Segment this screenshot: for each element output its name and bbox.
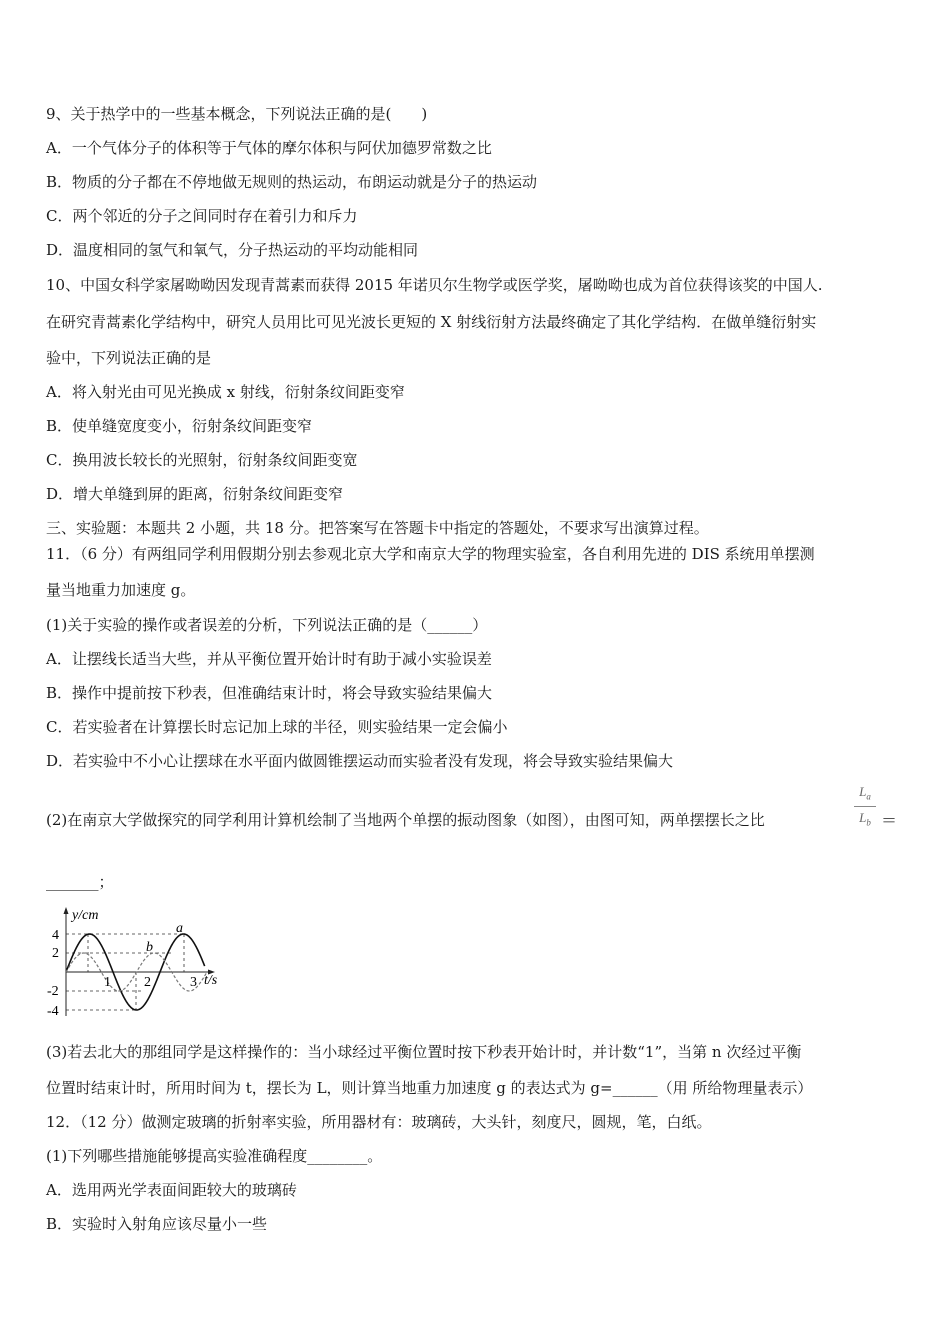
fraction-denominator: $L_b$ bbox=[859, 810, 871, 828]
q12-option-b: B．实验时入射角应该尽量小一些 bbox=[46, 1215, 268, 1233]
q11-part2: (2)在南京大学做探究的同学利用计算机绘制了当地两个单摆的振动图象（如图），由图可知，两单摆摆长之比 bbox=[46, 811, 765, 829]
x-tick-2: 2 bbox=[144, 975, 151, 990]
oscillation-graph bbox=[44, 904, 234, 1020]
y-tick-neg4: -4 bbox=[47, 1004, 59, 1019]
fraction-bar bbox=[854, 806, 876, 807]
q11-option-b: B．操作中提前按下秒表，但准确结束计时，将会导致实验结果偏大 bbox=[46, 684, 493, 702]
q11-stem-line1: 11．（6 分）有两组同学利用假期分别去参观北京大学和南京大学的物理实验室，各自利用先进的 DIS 系统用单摆测 bbox=[46, 545, 815, 563]
q9-option-a: A．一个气体分子的体积等于气体的摩尔体积与阿伏加德罗常数之比 bbox=[46, 139, 492, 157]
length-ratio-fraction bbox=[852, 784, 878, 836]
q9-option-b: B．物质的分子都在不停地做无规则的热运动，布朗运动就是分子的热运动 bbox=[46, 173, 538, 191]
section-heading: 三、实验题：本题共 2 小题，共 18 分。把答案写在答题卡中指定的答题处，不要求写出演算过程。 bbox=[46, 519, 709, 537]
answer-blank: _______； bbox=[46, 873, 114, 891]
curve-b-label: b bbox=[146, 940, 153, 955]
equals-sign: ＝ bbox=[881, 811, 898, 830]
q9-option-c: C．两个邻近的分子之间同时存在着引力和斥力 bbox=[46, 207, 358, 225]
q11-part3-line1: (3)若去北大的那组同学是这样操作的：当小球经过平衡位置时按下秒表开始计时，并计数“1”，当第 n 次经过平衡 bbox=[46, 1043, 802, 1061]
q10-option-b: B．使单缝宽度变小，衍射条纹间距变窄 bbox=[46, 417, 313, 435]
q9-option-d: D．温度相同的氢气和氧气，分子热运动的平均动能相同 bbox=[46, 241, 419, 259]
y-tick-neg2: -2 bbox=[47, 984, 59, 999]
q12-option-a: A．选用两光学表面间距较大的玻璃砖 bbox=[46, 1181, 297, 1199]
q12-part1: (1)下列哪些措施能够提高实验准确程度________。 bbox=[46, 1147, 383, 1165]
y-tick-4: 4 bbox=[52, 928, 59, 943]
q11-part1: (1)关于实验的操作或者误差的分析，下列说法正确的是（______） bbox=[46, 616, 488, 634]
q10-stem-line1: 10、中国女科学家屠呦呦因发现青蒿素而获得 2015 年诺贝尔生物学或医学奖，屠呦呦也成为首位获得该奖的中国人. bbox=[46, 276, 823, 294]
q11-option-d: D．若实验中不小心让摆球在水平面内做圆锥摆运动而实验者没有发现，将会导致实验结果偏大 bbox=[46, 752, 674, 770]
y-tick-2: 2 bbox=[52, 946, 59, 961]
x-tick-1: 1 bbox=[104, 975, 111, 990]
q12-stem: 12．（12 分）做测定玻璃的折射率实验，所用器材有：玻璃砖，大头针，刻度尺，圆规，笔，白纸。 bbox=[46, 1113, 712, 1131]
q10-option-d: D．增大单缝到屏的距离，衍射条纹间距变窄 bbox=[46, 485, 344, 503]
q10-option-c: C．换用波长较长的光照射，衍射条纹间距变宽 bbox=[46, 451, 358, 469]
x-tick-3: 3 bbox=[190, 975, 197, 990]
q11-part3-line2: 位置时结束计时，所用时间为 t，摆长为 L，则计算当地重力加速度 g 的表达式为 g=______（用 所给物理量表示） bbox=[46, 1079, 813, 1097]
fraction-numerator: $L_a$ bbox=[859, 784, 871, 802]
q11-stem-line2: 量当地重力加速度 g。 bbox=[46, 581, 196, 599]
y-axis-label: y/cm bbox=[72, 908, 99, 923]
q10-option-a: A．将入射光由可见光换成 x 射线，衍射条纹间距变窄 bbox=[46, 383, 405, 401]
q10-stem-line2: 在研究青蒿素化学结构中，研究人员用比可见光波长更短的 X 射线衍射方法最终确定了其化学结构．在做单缝衍射实 bbox=[46, 313, 817, 331]
q10-stem-line3: 验中，下列说法正确的是 bbox=[46, 349, 212, 367]
q11-option-a: A．让摆线长适当大些，并从平衡位置开始计时有助于减小实验误差 bbox=[46, 650, 492, 668]
y-axis-arrow bbox=[64, 907, 69, 914]
q9-stem: 9、关于热学中的一些基本概念，下列说法正确的是( ) bbox=[46, 105, 428, 123]
x-axis-label: t/s bbox=[204, 973, 218, 988]
curve-a-label: a bbox=[176, 921, 183, 936]
q11-option-c: C．若实验者在计算摆长时忘记加上球的半径，则实验结果一定会偏小 bbox=[46, 718, 508, 736]
